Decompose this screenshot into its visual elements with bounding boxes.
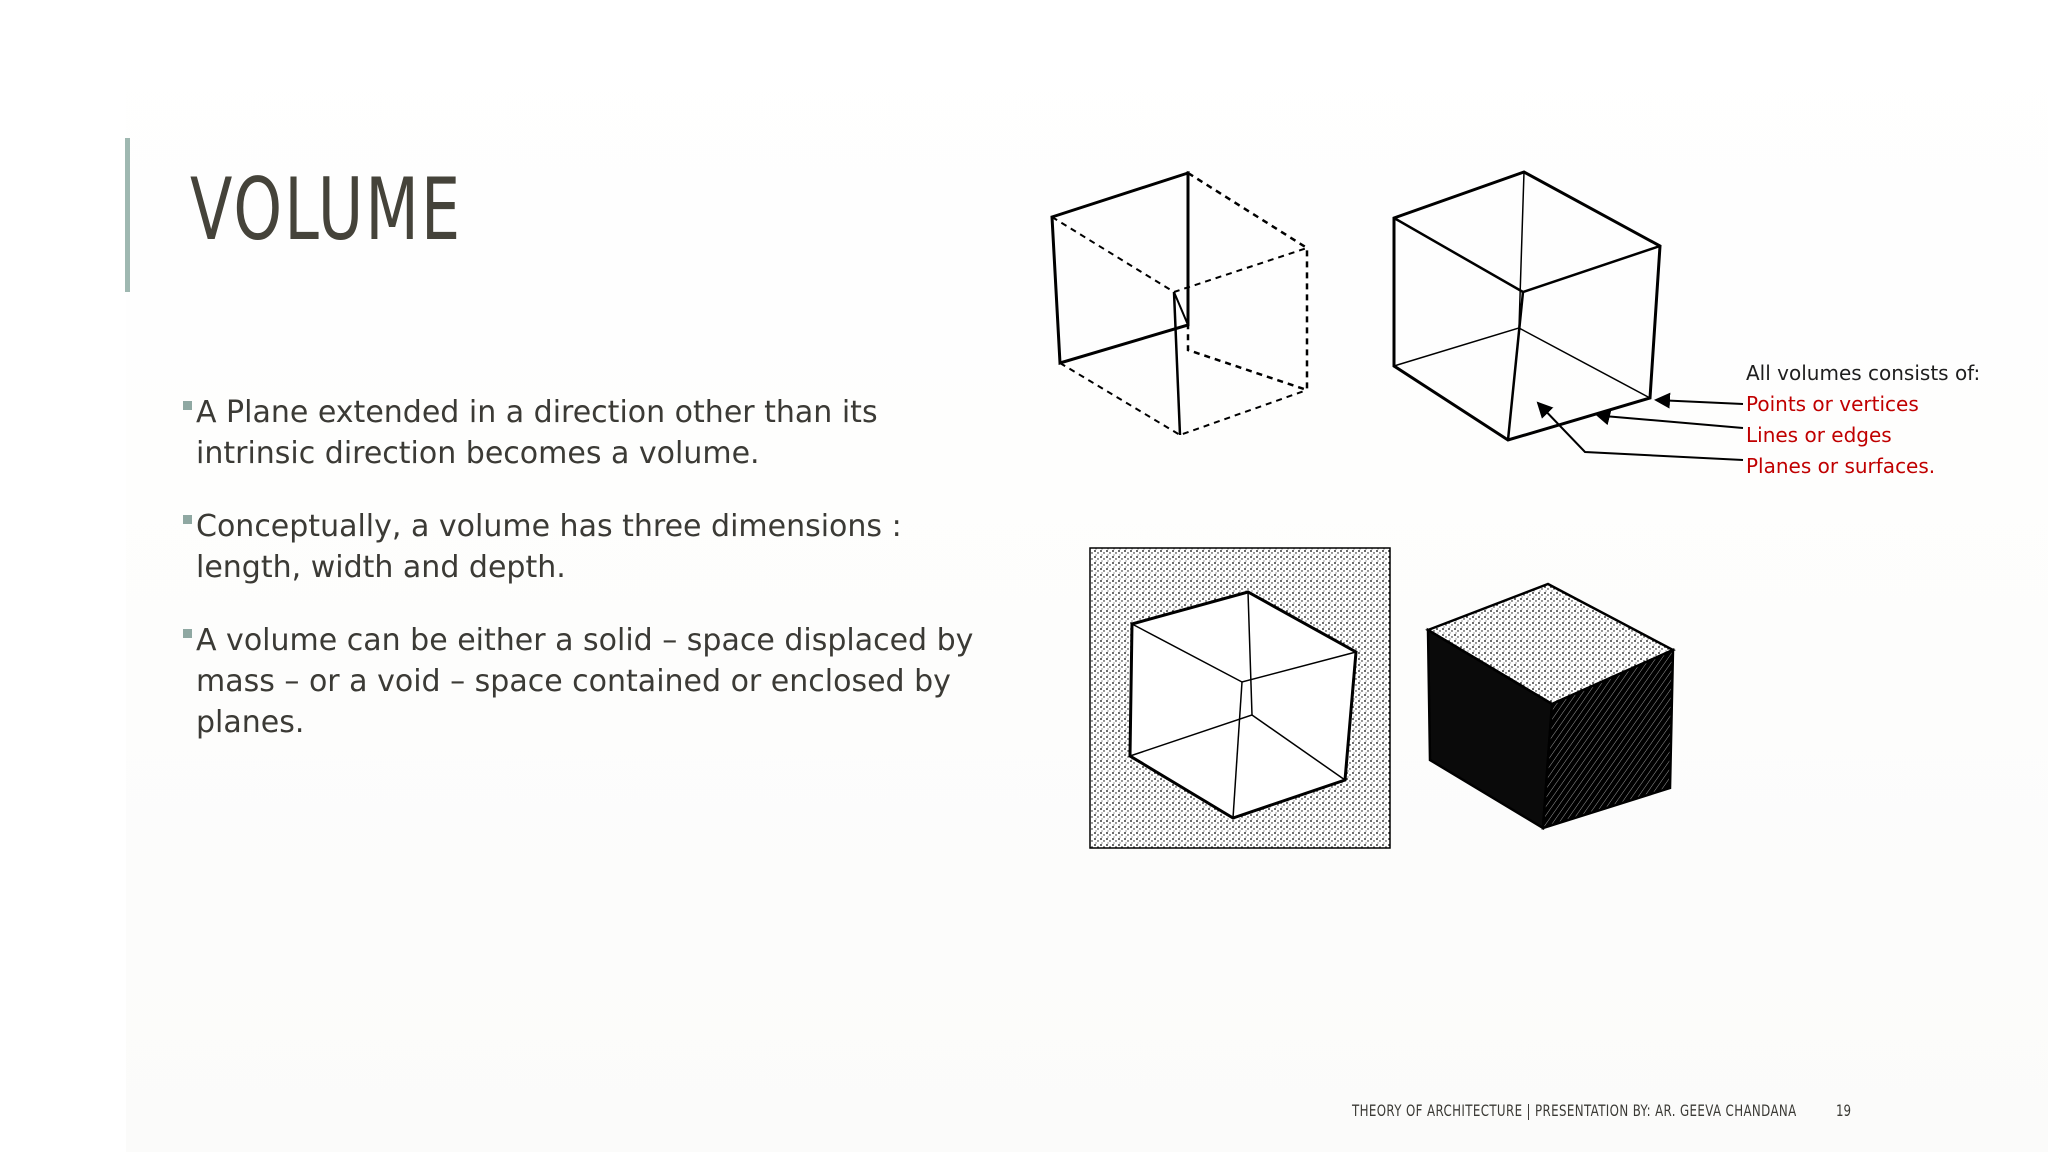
bullet-item <box>180 392 1000 474</box>
bullet-list <box>180 392 1000 775</box>
bullet-marker-icon <box>183 515 192 524</box>
bullet-item <box>180 506 1000 588</box>
bullet-text: A volume can be either a solid – space displaced by mass – or a void – space contained or enclosed by planes. <box>196 623 974 740</box>
bullet-text: Conceptually, a volume has three dimensions : length, width and depth. <box>196 509 902 585</box>
legend-heading: All volumes consists of: <box>1746 361 1981 385</box>
legend-item-lines: Lines or edges <box>1746 423 1892 447</box>
page-number: 19 <box>1836 1101 1852 1120</box>
wireframe-cube-icon <box>1394 172 1743 460</box>
volume-components-legend <box>1746 358 1980 482</box>
solid-cube-icon <box>1428 584 1673 828</box>
slide-title: VOLUME <box>190 160 463 260</box>
legend-item-planes: Planes or surfaces. <box>1746 454 1936 478</box>
title-accent-bar <box>125 138 130 292</box>
bullet-marker-icon <box>183 629 192 638</box>
bullet-item <box>180 620 1000 743</box>
legend-item-points: Points or vertices <box>1746 392 1919 416</box>
extruded-plane-cube-icon <box>1052 173 1307 435</box>
volume-diagrams <box>1040 160 1760 860</box>
void-cube-icon <box>1090 548 1390 848</box>
slide-footer: THEORY OF ARCHITECTURE | PRESENTATION BY: AR. GEEVA CHANDANA <box>1352 1101 1797 1120</box>
bullet-text: A Plane extended in a direction other than its intrinsic direction becomes a volume. <box>196 395 878 471</box>
bullet-marker-icon <box>183 401 192 410</box>
